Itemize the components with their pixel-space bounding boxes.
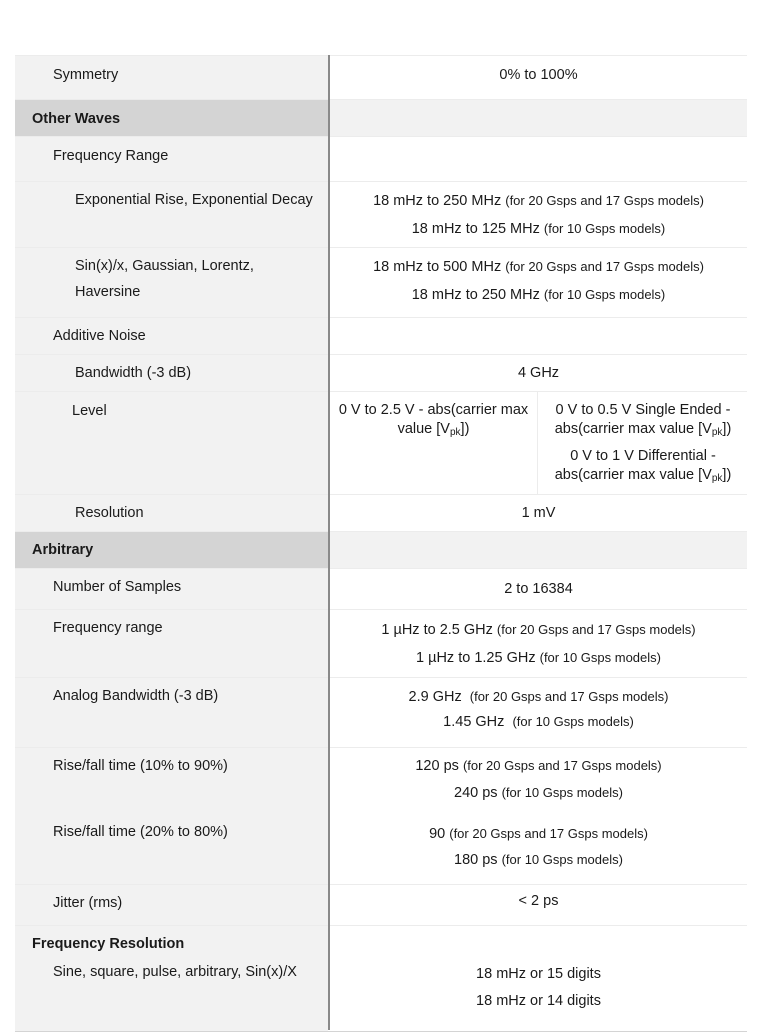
row-label: Rise/fall time (10% to 90%) xyxy=(53,758,228,774)
table-row-level xyxy=(15,391,747,495)
spec-table xyxy=(15,55,747,1030)
value-line-1: 18 mHz or 15 digits xyxy=(476,966,601,982)
row-label: Resolution xyxy=(75,505,144,521)
table-row-exponential-rise xyxy=(15,181,747,248)
value-line-1: 1 µHz to 2.5 GHz (for 20 Gsps and 17 Gsps models) xyxy=(381,622,696,638)
row-label: Symmetry xyxy=(53,67,119,83)
value-line-2: 1.45 GHz (for 10 Gsps models) xyxy=(443,714,634,730)
row-value: < 2 ps xyxy=(518,893,559,909)
table-row-frequency-range-arbitrary xyxy=(15,609,747,678)
table-row-frequency-resolution xyxy=(15,925,747,1032)
value-line-2: 240 ps (for 10 Gsps models) xyxy=(454,785,623,801)
cell-divider xyxy=(537,392,538,495)
row-label: Analog Bandwidth (-3 dB) xyxy=(53,688,219,704)
row-value: 1 mV xyxy=(521,505,556,521)
row-value: 0% to 100% xyxy=(499,67,578,83)
row-label: Bandwidth (-3 dB) xyxy=(75,365,192,381)
row-label: Level xyxy=(72,403,107,419)
row-label-line-2: Haversine xyxy=(75,284,141,300)
column-divider xyxy=(328,55,330,1030)
row-label: Sine, square, pulse, arbitrary, Sin(x)/X xyxy=(53,964,297,980)
row-label-line-1: Sin(x)/x, Gaussian, Lorentz, xyxy=(75,258,254,274)
section-row-other-waves xyxy=(15,99,747,137)
row-value: 4 GHz xyxy=(517,365,560,381)
section-heading: Arbitrary xyxy=(32,542,94,558)
section-row-arbitrary xyxy=(15,531,747,569)
table-row-jitter xyxy=(15,884,747,926)
row-label: Number of Samples xyxy=(53,579,182,595)
section-heading: Frequency Resolution xyxy=(32,936,185,952)
table-row-analog-bandwidth xyxy=(15,677,747,748)
table-row-rise-fall-10-90 xyxy=(15,747,747,885)
table-row-number-of-samples xyxy=(15,568,747,610)
level-single-value: 0 V to 2.5 V - abs(carrier max value $[V_{pk}]$) xyxy=(338,402,529,438)
value-line-1: 18 mHz to 500 MHz (for 20 Gsps and 17 Gsps models) xyxy=(373,259,704,275)
value-line-2: 1 µHz to 1.25 GHz (for 10 Gsps models) xyxy=(416,650,661,666)
table-row-frequency-range xyxy=(15,136,747,182)
row-label: Additive Noise xyxy=(53,328,146,344)
table-row-bandwidth xyxy=(15,354,747,392)
level-differential-value: 0 V to 1 V Differential - abs(carrier max value $[V_{pk}]$) xyxy=(554,448,732,484)
row-label: Exponential Rise, Exponential Decay xyxy=(75,192,313,208)
table-row-additive-noise xyxy=(15,317,747,355)
row-label: Jitter (rms) xyxy=(53,895,123,911)
value-line-1: 2.9 GHz (for 20 Gsps and 17 Gsps models) xyxy=(408,689,669,705)
value-line-1: 120 ps (for 20 Gsps and 17 Gsps models) xyxy=(415,758,662,774)
value-line-2: 18 mHz to 250 MHz (for 10 Gsps models) xyxy=(411,287,666,303)
table-row-symmetry xyxy=(15,55,747,100)
row-label-rise-fall-20-80: Rise/fall time (20% to 80%) xyxy=(53,824,228,840)
value-line-4: 180 ps (for 10 Gsps models) xyxy=(454,852,623,868)
row-label: Frequency Range xyxy=(53,148,169,164)
table-row-resolution xyxy=(15,494,747,532)
value-line-2: 18 mHz or 14 digits xyxy=(476,993,601,1009)
section-heading: Other Waves xyxy=(32,111,121,127)
row-label: Frequency range xyxy=(53,620,163,636)
value-line-3: 90 (for 20 Gsps and 17 Gsps models) xyxy=(429,826,648,842)
value-line-2: 18 mHz to 125 MHz (for 10 Gsps models) xyxy=(411,221,666,237)
value-line-1: 18 mHz to 250 MHz (for 20 Gsps and 17 Gsps models) xyxy=(373,193,704,209)
row-value: 2 to 16384 xyxy=(504,581,573,597)
table-row-sinx xyxy=(15,247,747,318)
level-single-ended-value: 0 V to 0.5 V Single Ended - abs(carrier max value $[V_{pk}]$) xyxy=(554,402,732,438)
